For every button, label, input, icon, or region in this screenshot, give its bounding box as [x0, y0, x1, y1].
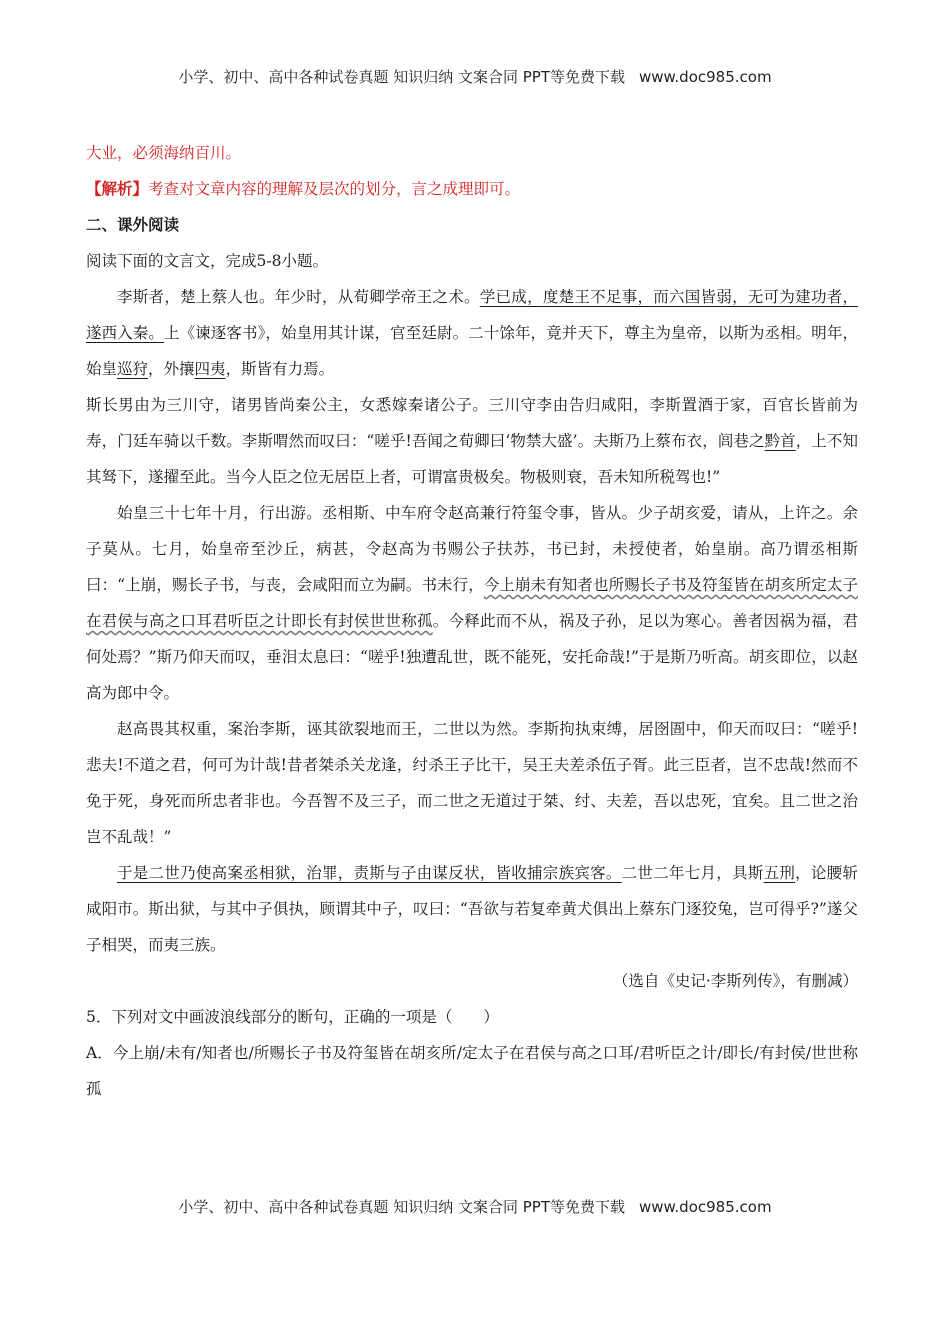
- page-footer: [0, 1196, 950, 1217]
- p5-text-b: 二世二年七月，具斯: [621, 864, 764, 882]
- p2-text-a: 斯长男由为三川守，诸男皆尚秦公主，女悉嫁秦诸公子。三川守李由告归咸阳，李斯置酒于家，百官长皆前为寿，门廷车骑以千数。李斯喟然而叹曰：“嗟乎!吾闻之荀卿曰‘物禁大盛’。夫斯乃上蔡布衣，闾巷之: [86, 396, 858, 450]
- passage-paragraph-4: 赵高畏其权重，案治李斯，诬其欲裂地而王，二世以为然。李斯拘执束缚，居囹圄中，仰天而叹曰：“嗟乎!悲夫!不道之君，何可为计哉!昔者桀杀关龙逢，纣杀王子比干，吴王夫差杀伍子胥。此三臣者，岂不忠哉!然而不免于死，身死而所忠者非也。今吾智不及三子，而二世之无道过于桀、纣、夫差，吾以忠死，宜矣。且二世之治岂不乱哉！”: [86, 720, 858, 846]
- p1-text-g: ，斯皆有力焉。: [225, 360, 335, 378]
- reading-instruction: 阅读下面的文言文，完成5-8小题。: [86, 252, 328, 270]
- source-citation: （选自《史记·李斯列传》，有删减）: [612, 972, 858, 990]
- header-text: 小学、初中、高中各种试卷真题 知识归纳 文案合同 PPT等免费下载: [178, 68, 625, 86]
- p1-text-e: ，外攘: [148, 360, 195, 378]
- p5-underlined-a: 于是二世乃使高案丞相狱，治罪，责斯与子由谋反状，皆收捕宗族宾客。: [117, 864, 622, 882]
- p2-underlined-b: 黔首: [764, 432, 796, 450]
- p1-underlined-b: 学已成，度楚王不足事，而六国皆弱，无可为建功者，遂西入秦。: [86, 288, 858, 342]
- section-title: 二、课外阅读: [86, 216, 180, 234]
- passage-paragraph-3: [86, 495, 858, 711]
- p5-underlined-c: 五刑: [763, 864, 796, 882]
- analysis-line: [86, 171, 858, 207]
- passage-paragraph-1: [86, 279, 858, 387]
- p1-underlined-d: 巡狩: [117, 360, 149, 378]
- page-header: [0, 66, 950, 87]
- p2-text-c: ，上不知其驽下，遂擢至此。当今人臣之位无居臣上者，可谓富贵极矣。物极则衰，吾未知所税驾也!”: [86, 432, 858, 486]
- option-a: A．今上崩/未有/知者也/所赐长子书及符玺皆在胡亥所/定太子在君侯与高之口耳/君听臣之计/即长/有封侯/世世称孤: [86, 1044, 858, 1098]
- footer-text: 小学、初中、高中各种试卷真题 知识归纳 文案合同 PPT等免费下载: [178, 1198, 625, 1216]
- question-5: 5．下列对文中画波浪线部分的断句，正确的一项是（ ）: [86, 1008, 499, 1026]
- p3-text-c: 。今释此而不从，祸及子孙，足以为寒心。善者因祸为福，君何处焉？”斯乃仰天而叹，垂泪太息曰：“嗟乎!独遭乱世，既不能死，安托命哉!”于是斯乃听高。胡亥即位，以赵高为郎中令。: [86, 612, 858, 702]
- p3-wavy-underlined: 今上崩未有知者也所赐长子书及符玺皆在胡亥所定太子在君侯与高之口耳君听臣之计即长有封侯世世称孤: [86, 576, 858, 630]
- p1-text-a: 李斯者，楚上蔡人也。年少时，从荀卿学帝王之术。: [117, 288, 480, 306]
- footer-site-link[interactable]: www.doc985.com: [638, 1198, 772, 1216]
- analysis-text: 考查对文章内容的理解及层次的划分，言之成理即可。: [148, 180, 521, 198]
- header-site-link[interactable]: www.doc985.com: [638, 68, 772, 86]
- p1-underlined-f: 四夷: [194, 360, 226, 378]
- answer-tail: 大业，必须海纳百川。: [86, 144, 242, 162]
- p5-text-d: ，论腰斩咸阳市。斯出狱，与其中子俱执，顾谓其中子，叹曰：“吾欲与若复牵黄犬俱出上蔡东门逐狡兔，岂可得乎?”遂父子相哭，而夷三族。: [86, 864, 858, 954]
- passage-paragraph-5: [86, 855, 858, 963]
- document-body: [86, 135, 858, 1107]
- p1-text-c: 上《谏逐客书》，始皇用其计谋，官至廷尉。二十馀年，竟并天下，尊主为皇帝，以斯为丞相。明年，始皇: [86, 324, 858, 378]
- passage-paragraph-2: [86, 387, 858, 495]
- p3-text-a: 始皇三十七年十月，行出游。丞相斯、中车府令赵高兼行符玺令事，皆从。少子胡亥爱，请从，上许之。余子莫从。七月，始皇帝至沙丘，病甚，令赵高为书赐公子扶苏，书已封，未授使者，始皇崩。高乃谓丞相斯曰：“上崩，赐长子书，与丧，会咸阳而立为嗣。书未行，: [86, 504, 858, 594]
- analysis-tag: 【解析】: [86, 179, 149, 198]
